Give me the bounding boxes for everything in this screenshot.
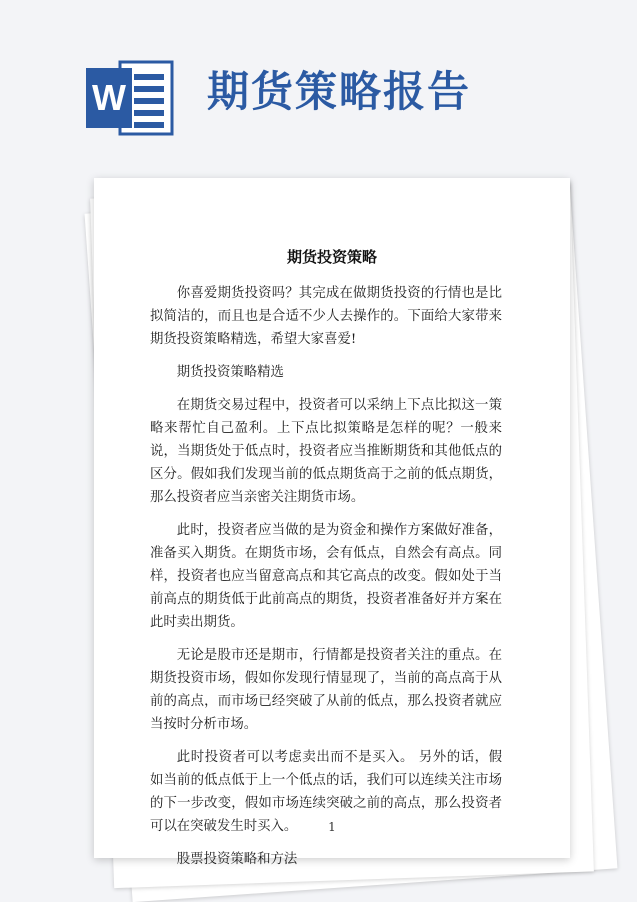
paragraph: 无论是股市还是期市，行情都是投资者关注的重点。在期货投资市场，假如你发现行情显现了，当前的高点高于从前的高点，而市场已经突破了从前的低点，那么投资者就应当按时分析市场。	[150, 648, 502, 732]
word-document-icon	[86, 60, 174, 136]
section-heading: 期货投资策略精选	[176, 365, 284, 380]
banner	[0, 0, 637, 170]
svg-text:W: W	[92, 77, 126, 118]
banner-title: 期货策略报告	[207, 67, 472, 116]
section-heading: 股票投资策略和方法	[176, 852, 298, 867]
paragraph: 在期货交易过程中，投资者可以采纳上下点比拟这一策略来帮忙自己盈利。上下点比拟策略是怎样的呢？一般来说，当期货处于低点时，投资者应当推断期货和其他低点的区分。假如我们发现当前的低点期货高于之前的低点期货，那么投资者应当亲密关注期货市场。	[150, 398, 502, 505]
paragraph: 你喜爱期货投资吗？其完成在做期货投资的行情也是比拟简洁的，而且也是合适不少人去操作的。下面给大家带来期货投资策略精选，希望大家喜爱!	[150, 286, 502, 347]
document-page	[94, 178, 570, 867]
document-title: 期货投资策略	[286, 248, 377, 266]
document-body	[150, 282, 502, 881]
paragraph: 此时投资者可以考虑卖出而不是买入。 另外的话，假如当前的低点低于上一个低点的话，我们可以连续关注市场的下一步改变，假如市场连续突破之前的高点，那么投资者可以在突破发生时买入。	[150, 750, 502, 834]
paragraph: 此时，投资者应当做的是为资金和操作方案做好准备，准备买入期货。在期货市场，会有低点，自然会有高点。同样，投资者也应当留意高点和其它高点的改变。假如处于当前高点的期货低于此前高点的期货，投资者准备好并方案在此时卖出期货。	[150, 523, 502, 630]
page-number: 1	[328, 820, 336, 834]
